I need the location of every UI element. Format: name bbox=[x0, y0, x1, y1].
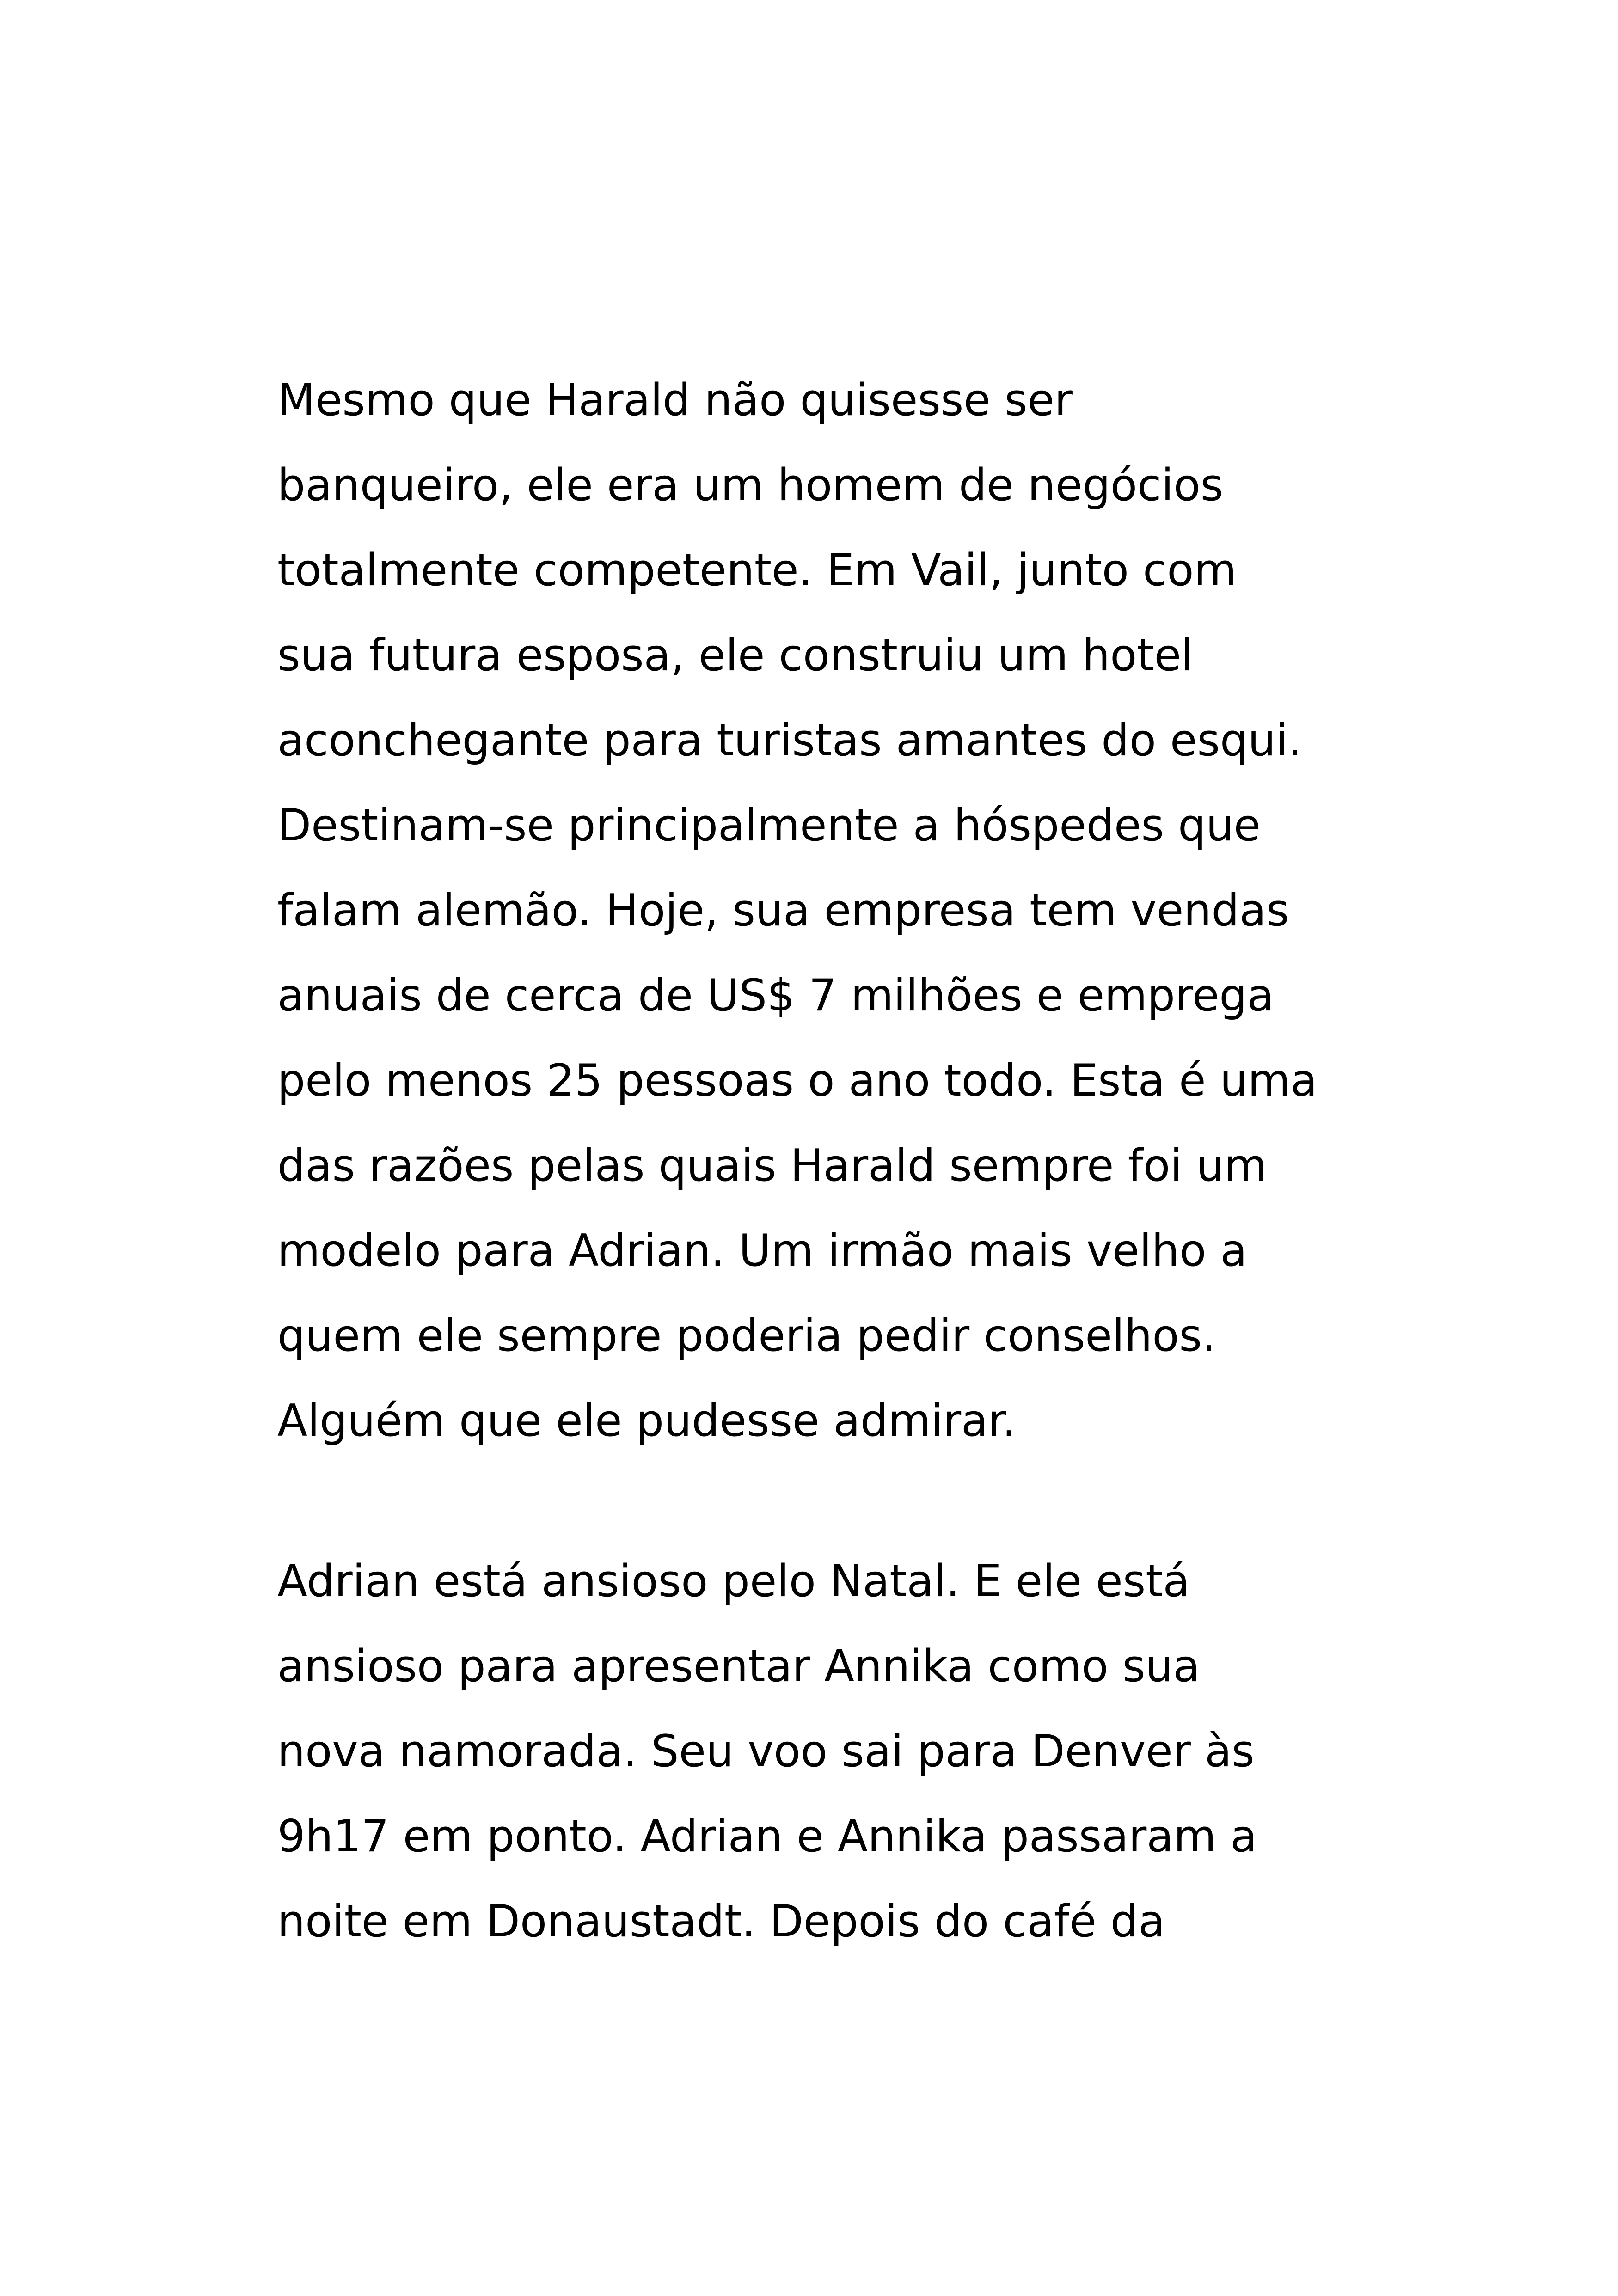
paragraph-line: Mesmo que Harald não quisesse ser bbox=[277, 375, 1073, 426]
paragraph-2 bbox=[277, 1539, 1433, 1964]
paragraph-line: banqueiro, ele era um homem de negócios bbox=[277, 460, 1224, 511]
paragraph-line: totalmente competente. Em Vail, junto com bbox=[277, 545, 1237, 596]
paragraph-line: ansioso para apresentar Annika como sua bbox=[277, 1641, 1200, 1692]
paragraph-line: pelo menos 25 pessoas o ano todo. Esta é uma bbox=[277, 1055, 1318, 1106]
paragraph-line: sua futura esposa, ele construiu um hotel bbox=[277, 630, 1194, 681]
paragraph-line: modelo para Adrian. Um irmão mais velho a bbox=[277, 1225, 1247, 1276]
paragraph-line: Adrian está ansioso pelo Natal. E ele está bbox=[277, 1556, 1190, 1607]
paragraph-1 bbox=[277, 358, 1433, 1463]
paragraph-line: Destinam-se principalmente a hóspedes que bbox=[277, 800, 1261, 851]
paragraph-line: 9h17 em ponto. Adrian e Annika passaram a bbox=[277, 1811, 1257, 1862]
paragraph-line: quem ele sempre poderia pedir conselhos. bbox=[277, 1310, 1216, 1361]
paragraph-line: noite em Donaustadt. Depois do café da bbox=[277, 1896, 1165, 1947]
paragraph-line: das razões pelas quais Harald sempre foi um bbox=[277, 1140, 1267, 1191]
paragraph-line: Alguém que ele pudesse admirar. bbox=[277, 1396, 1016, 1446]
paragraph-line: nova namorada. Seu voo sai para Denver às bbox=[277, 1726, 1255, 1777]
paragraph-line: anuais de cerca de US$ 7 milhões e emprega bbox=[277, 970, 1274, 1021]
paragraph-line: falam alemão. Hoje, sua empresa tem vendas bbox=[277, 885, 1289, 936]
paragraph-line: aconchegante para turistas amantes do esqui. bbox=[277, 715, 1302, 766]
